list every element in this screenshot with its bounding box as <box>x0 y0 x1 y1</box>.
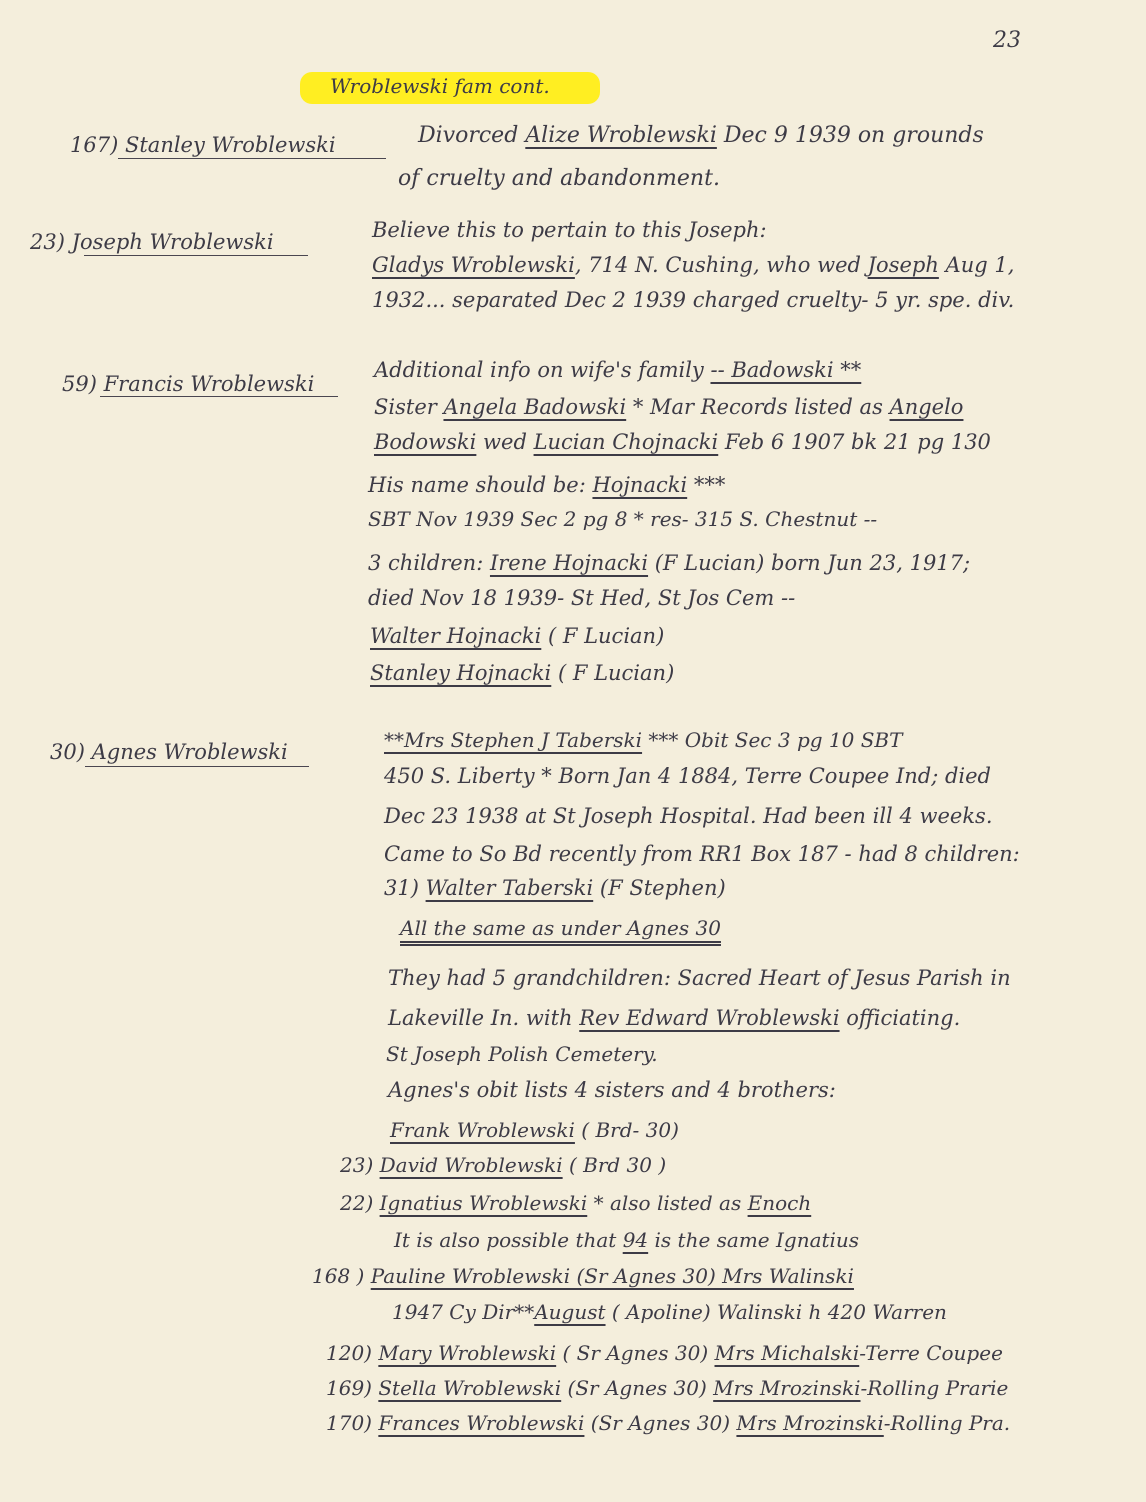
text-line <box>384 844 1020 865</box>
text-line <box>398 168 720 190</box>
underlined-text: Stanley Hojnacki <box>370 661 552 685</box>
underlined-text: Rev Edward Wroblewski <box>579 1006 840 1030</box>
divider <box>100 396 338 397</box>
underlined-text: Walter Taberski <box>425 876 594 900</box>
text-span: Feb 6 1907 bk 21 pg 130 <box>718 430 991 454</box>
text-line <box>384 878 726 899</box>
text-span: is the same Ignatius <box>648 1228 860 1252</box>
underlined-text: Pauline Wroblewski (Sr Agnes 30) Mrs Walinski <box>370 1264 854 1288</box>
text-line <box>388 968 1011 989</box>
text-span: Sister <box>374 395 444 419</box>
underlined-text: Mary Wroblewski <box>378 1341 557 1365</box>
text-span: *** <box>687 473 726 497</box>
text-line <box>384 766 991 787</box>
text-span: Lakeville In. with <box>388 1006 580 1030</box>
entry-label: 23) Joseph Wroblewski <box>30 230 274 254</box>
text-span: -Rolling Prarie <box>860 1376 1009 1400</box>
text-line <box>368 475 725 496</box>
text-span: 3 children: <box>368 551 490 575</box>
text-span: Agnes's obit lists 4 sisters and 4 brothers: <box>388 1078 836 1102</box>
text-span: 168 ) <box>312 1264 371 1288</box>
underlined-text: Alize Wroblewski <box>525 123 717 148</box>
underlined-text: **Mrs Stephen J Taberski <box>384 728 643 752</box>
underlined-text: Joseph <box>867 253 939 277</box>
double-underlined-text: All the same as under Agnes 30 <box>400 916 721 940</box>
entry-label: 30) Agnes Wroblewski <box>50 740 288 764</box>
text-span: ( F Lucian) <box>541 624 665 648</box>
text-span: died Nov 18 1939- St Hed, St Jos Cem -- <box>368 586 796 610</box>
text-line <box>370 626 664 647</box>
text-line <box>372 290 1014 311</box>
text-span: (Sr Agnes 30) <box>584 1411 737 1435</box>
text-span: 120) <box>326 1341 379 1365</box>
entry-label: 167) Stanley Wroblewski <box>70 133 336 157</box>
page-number: 23 <box>993 28 1021 53</box>
text-span: ( Apoline) Walinski h 420 Warren <box>605 1300 947 1324</box>
text-line <box>390 1120 679 1140</box>
divider <box>84 255 308 256</box>
text-span: It is also possible that <box>394 1228 623 1252</box>
text-line <box>386 1044 658 1064</box>
text-span: Came to So Bd recently from RR1 Box 187 - had 8 children: <box>384 842 1020 866</box>
text-line <box>374 432 991 453</box>
text-span: 23) <box>340 1153 380 1177</box>
text-line <box>392 1302 947 1322</box>
underlined-text: Lucian Chojnacki <box>533 430 719 454</box>
underlined-text: Walter Hojnacki <box>370 624 542 648</box>
underlined-text: Mrs Mrozinski <box>713 1376 861 1400</box>
text-span: (F Stephen) <box>593 876 726 900</box>
text-span: 450 S. Liberty * Born Jan 4 1884, Terre Coupee Ind; died <box>384 764 991 788</box>
text-span: officiating. <box>839 1006 961 1030</box>
underlined-text: Stella Wroblewski <box>378 1376 562 1400</box>
text-span: 169) <box>326 1376 379 1400</box>
text-line <box>326 1378 1008 1398</box>
text-span: Aug 1, <box>938 253 1015 277</box>
text-line <box>374 360 861 381</box>
text-line <box>388 1008 960 1029</box>
text-span: 170) <box>326 1411 379 1435</box>
text-line <box>384 806 993 827</box>
text-line <box>340 1193 811 1213</box>
entry-label: 59) Francis Wroblewski <box>62 372 315 396</box>
text-span: They had 5 grandchildren: Sacred Heart of Jesus Parish in <box>388 966 1011 990</box>
text-line <box>384 730 902 750</box>
text-line <box>394 1230 859 1250</box>
divider <box>118 158 386 159</box>
underlined-text: Bodowski <box>374 430 477 454</box>
text-span: -Terre Coupee <box>859 1341 1003 1365</box>
text-line <box>312 1266 854 1286</box>
text-span: Divorced <box>418 123 526 148</box>
underlined-text: Angela Badowski <box>443 395 627 419</box>
text-line <box>374 397 963 418</box>
text-line <box>418 125 984 147</box>
underlined-text: August <box>534 1300 606 1324</box>
text-span: of cruelty and abandonment. <box>398 166 720 191</box>
underlined-text: Ignatius Wroblewski <box>379 1191 588 1215</box>
underlined-text: Mrs Michalski <box>714 1341 860 1365</box>
text-span: * also listed as <box>587 1191 748 1215</box>
text-span: ( Brd- 30) <box>574 1118 679 1142</box>
text-span: SBT Nov 1939 Sec 2 pg 8 * res- 315 S. Chestnut -- <box>368 507 878 531</box>
underlined-text: -- Badowski ** <box>710 358 862 382</box>
text-span: Additional info on wife's family <box>374 358 711 382</box>
text-span: wed <box>476 430 534 454</box>
underlined-text: Irene Hojnacki <box>489 551 649 575</box>
text-span: Dec 9 1939 on grounds <box>716 123 984 148</box>
text-span: 22) <box>340 1191 380 1215</box>
text-line <box>372 255 1014 276</box>
text-span: ( F Lucian) <box>551 661 675 685</box>
text-line <box>370 663 674 684</box>
underlined-text: Frances Wroblewski <box>378 1411 585 1435</box>
text-span: ( Sr Agnes 30) <box>556 1341 715 1365</box>
text-span: ( Brd 30 ) <box>562 1153 667 1177</box>
underlined-text: Mrs Mrozinski <box>736 1411 884 1435</box>
divider <box>85 766 309 767</box>
page-heading: Wroblewski fam cont. <box>300 72 600 104</box>
text-span: -Rolling Pra. <box>883 1411 1011 1435</box>
text-line <box>326 1413 1010 1433</box>
text-span: *** Obit Sec 3 pg 10 SBT <box>642 728 903 752</box>
text-line <box>372 220 767 241</box>
text-span: St Joseph Polish Cemetery. <box>386 1042 658 1066</box>
text-line <box>368 588 795 609</box>
text-line <box>368 553 970 574</box>
text-span: (Sr Agnes 30) <box>561 1376 714 1400</box>
underlined-text: Frank Wroblewski <box>390 1118 575 1142</box>
underlined-text: Gladys Wroblewski <box>372 253 575 277</box>
underlined-text: Angelo <box>889 395 964 419</box>
text-span: 31) <box>384 876 426 900</box>
underlined-text: Hojnacki <box>592 473 688 497</box>
text-span: , 714 N. Cushing, who wed <box>574 253 868 277</box>
text-line <box>368 509 877 529</box>
text-span: His name should be: <box>368 473 593 497</box>
text-span: 1932... separated Dec 2 1939 charged cruelty- 5 yr. spe. div. <box>372 288 1015 312</box>
underlined-text: David Wroblewski <box>379 1153 563 1177</box>
text-span: Dec 23 1938 at St Joseph Hospital. Had been ill 4 weeks. <box>384 804 993 828</box>
underlined-text: 94 <box>622 1228 649 1252</box>
text-line <box>340 1155 666 1175</box>
underlined-text: Enoch <box>747 1191 812 1215</box>
text-span: * Mar Records listed as <box>626 395 890 419</box>
text-line <box>388 1080 836 1101</box>
text-line <box>326 1343 1003 1363</box>
text-span: Believe this to pertain to this Joseph: <box>372 218 767 242</box>
text-span: 1947 Cy Dir** <box>392 1300 535 1324</box>
text-span: (F Lucian) born Jun 23, 1917; <box>648 551 971 575</box>
text-line <box>400 918 721 938</box>
